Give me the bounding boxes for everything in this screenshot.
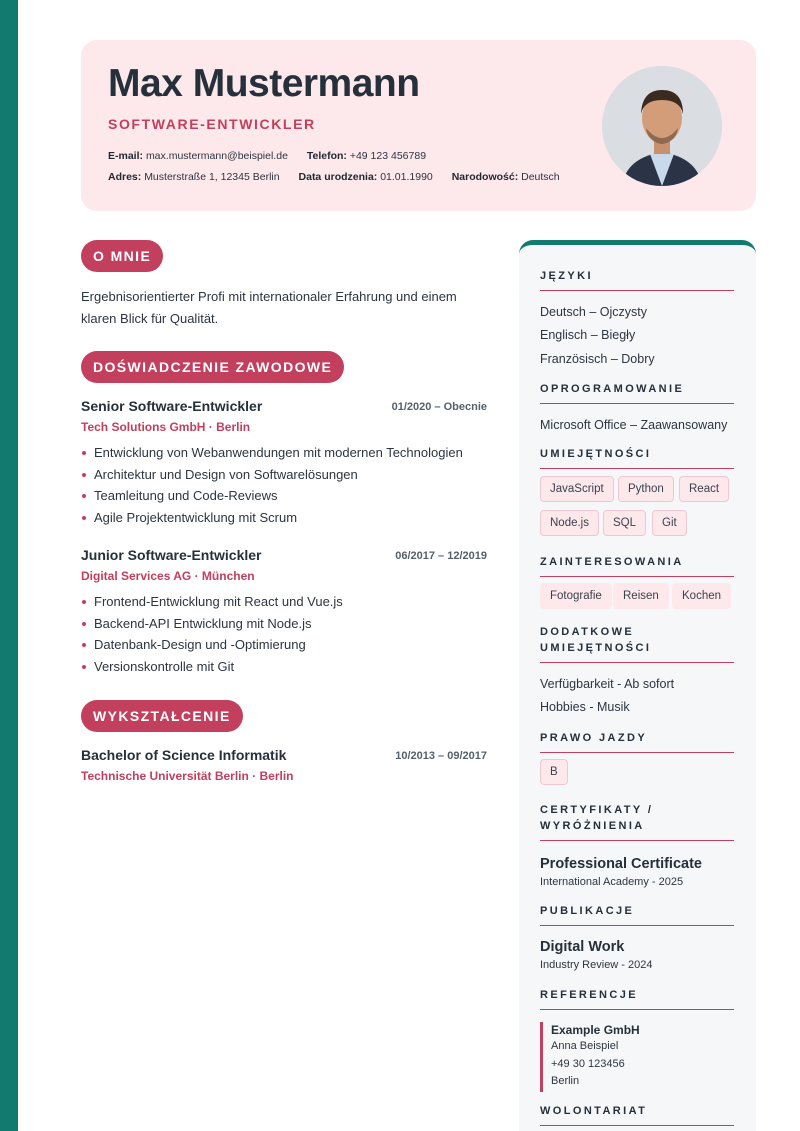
school-name: Technische Universität Berlin · Berlin bbox=[81, 769, 294, 783]
language-item: Englisch – Biegły bbox=[540, 328, 636, 342]
job-company: Digital Services AG · München bbox=[81, 569, 255, 583]
job-title: Senior Software-Entwickler bbox=[81, 398, 263, 414]
languages-heading: JĘZYKI bbox=[540, 268, 734, 291]
email-value[interactable]: max.mustermann@beispiel.de bbox=[145, 150, 288, 162]
skill-chip: Node.js bbox=[540, 510, 599, 536]
address-item bbox=[108, 171, 280, 183]
email-label: E-mail: bbox=[108, 150, 144, 162]
reference-company: Example GmbH bbox=[551, 1023, 640, 1037]
email-item bbox=[108, 150, 288, 162]
job-bullet-list bbox=[81, 591, 343, 678]
reference-phone[interactable]: +49 30 123456 bbox=[551, 1057, 625, 1070]
language-item: Deutsch – Ojczysty bbox=[540, 305, 647, 319]
interest-chip: Reisen bbox=[613, 583, 669, 609]
address-label: Adres: bbox=[108, 171, 142, 183]
job-bullet: Entwicklung von Webanwendungen mit modernen Technologien bbox=[81, 442, 463, 464]
skill-chip: Git bbox=[652, 510, 687, 536]
sidebar bbox=[519, 240, 756, 1131]
certificate-subtitle: International Academy - 2025 bbox=[540, 876, 684, 888]
education-heading: WYKSZTAŁCENIE bbox=[81, 700, 243, 732]
additional-item: Verfügbarkeit - Ab sofort bbox=[540, 677, 675, 691]
certificates-heading-line1: CERTYFIKATY / bbox=[540, 804, 654, 816]
job-date: 06/2017 – 12/2019 bbox=[395, 550, 487, 562]
job-bullet: Backend-API Entwicklung mit Node.js bbox=[81, 613, 343, 635]
job-date: 01/2020 – Obecnie bbox=[391, 401, 487, 413]
portrait-illustration bbox=[602, 66, 722, 186]
publication-title: Digital Work bbox=[540, 939, 625, 955]
skill-chip: JavaScript bbox=[540, 476, 614, 502]
skill-chip: React bbox=[679, 476, 729, 502]
nationality-item bbox=[452, 171, 560, 183]
software-item: Microsoft Office – Zaawansowany bbox=[540, 418, 728, 432]
job-bullet: Architektur und Design von Softwarelösungen bbox=[81, 464, 463, 486]
birthdate-item bbox=[299, 171, 433, 183]
job-title: Junior Software-Entwickler bbox=[81, 547, 262, 563]
skill-chip: SQL bbox=[603, 510, 646, 536]
license-chip: B bbox=[540, 759, 568, 785]
phone-label: Telefon: bbox=[306, 150, 347, 162]
candidate-name: Max Mustermann bbox=[108, 62, 420, 105]
interest-chip: Kochen bbox=[672, 583, 731, 609]
job-bullet: Versionskontrolle mit Git bbox=[81, 656, 343, 678]
publication-subtitle: Industry Review - 2024 bbox=[540, 959, 653, 971]
reference-person: Anna Beispiel bbox=[551, 1040, 619, 1052]
volunteer-heading: WOLONTARIAT bbox=[540, 1103, 734, 1126]
candidate-title: SOFTWARE-ENTWICKLER bbox=[108, 116, 316, 132]
birthdate-label: Data urodzenia: bbox=[298, 171, 378, 183]
experience-heading: DOŚWIADCZENIE ZAWODOWE bbox=[81, 351, 344, 383]
skills-heading: UMIEJĘTNOŚCI bbox=[540, 446, 734, 469]
references-heading: REFERENCJE bbox=[540, 987, 734, 1010]
additional-item: Hobbies - Musik bbox=[540, 700, 630, 714]
about-heading: O MNIE bbox=[81, 240, 163, 272]
job-bullet: Frontend-Entwicklung mit React und Vue.js bbox=[81, 591, 343, 613]
job-bullet: Agile Projektentwicklung mit Scrum bbox=[81, 507, 463, 529]
language-item: Französisch – Dobry bbox=[540, 352, 655, 366]
degree-date: 10/2013 – 09/2017 bbox=[395, 750, 487, 762]
birthdate-value: 01.01.1990 bbox=[380, 171, 433, 183]
phone-item bbox=[307, 150, 426, 162]
phone-value[interactable]: +49 123 456789 bbox=[349, 150, 427, 162]
certificates-heading-line2: WYRÓŻNIENIA bbox=[540, 820, 645, 832]
software-heading: OPROGRAMOWANIE bbox=[540, 381, 734, 404]
header-card bbox=[81, 40, 756, 211]
address-value: Musterstraße 1, 12345 Berlin bbox=[144, 171, 280, 183]
job-bullet-list bbox=[81, 442, 463, 529]
nationality-value: Deutsch bbox=[521, 171, 560, 183]
nationality-label: Narodowość: bbox=[451, 171, 519, 183]
reference-card bbox=[540, 1022, 640, 1092]
about-text: Ergebnisorientierter Profi mit internationaler Erfahrung und einem klaren Blick für Qualität. bbox=[81, 289, 457, 326]
side-accent-stripe bbox=[0, 0, 18, 1131]
degree-title: Bachelor of Science Informatik bbox=[81, 747, 287, 763]
license-heading: PRAWO JAZDY bbox=[540, 730, 734, 753]
job-company: Tech Solutions GmbH · Berlin bbox=[81, 420, 251, 434]
interests-heading: ZAINTERESOWANIA bbox=[540, 554, 734, 577]
skill-chip: Python bbox=[618, 476, 674, 502]
interest-chip: Fotografie bbox=[540, 583, 612, 609]
contact-row-1 bbox=[108, 150, 426, 162]
additional-skills-heading-line1: DODATKOWE bbox=[540, 626, 635, 638]
publications-heading: PUBLIKACJE bbox=[540, 903, 734, 926]
reference-city: Berlin bbox=[551, 1075, 580, 1087]
job-bullet: Datenbank-Design und -Optimierung bbox=[81, 634, 343, 656]
contact-row-2 bbox=[108, 171, 560, 183]
additional-skills-heading-line2: UMIEJĘTNOŚCI bbox=[540, 642, 652, 654]
certificates-heading bbox=[540, 802, 734, 841]
additional-skills-heading bbox=[540, 624, 734, 663]
profile-photo bbox=[602, 66, 722, 186]
certificate-title: Professional Certificate bbox=[540, 856, 702, 872]
job-bullet: Teamleitung und Code-Reviews bbox=[81, 485, 463, 507]
